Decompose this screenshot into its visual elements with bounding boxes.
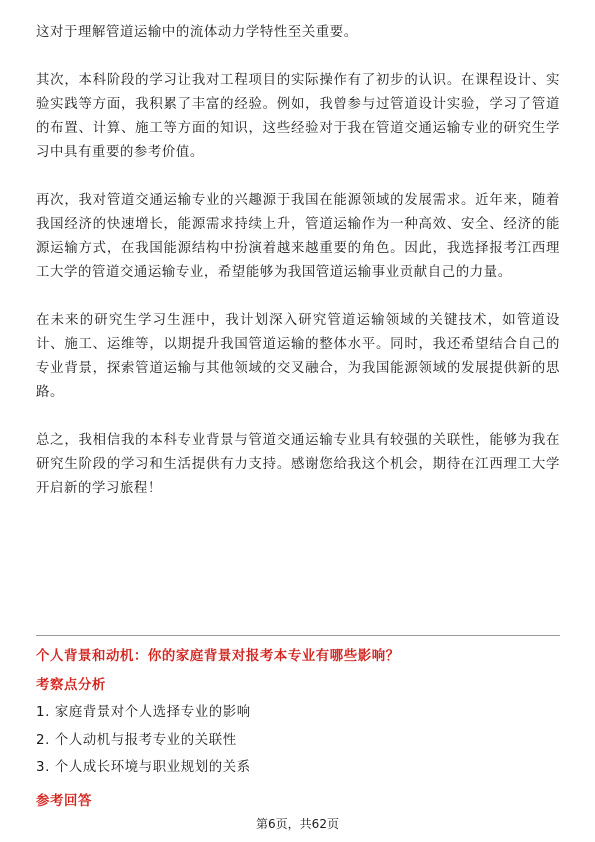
paragraph-1: 这对于理解管道运输中的流体动力学特性至关重要。 (36, 25, 358, 40)
answer-heading: 参考回答 (36, 794, 92, 809)
body-text (36, 21, 560, 501)
question-title: 个人背景和动机：你的家庭背景对报考本专业有哪些影响？ (36, 649, 400, 664)
analysis-point: 3. 个人成长环境与职业规划的关系 (36, 760, 251, 775)
paragraph-3: 再次，我对管道交通运输专业的兴趣源于我国在能源领域的发展需求。近年来，随着我国经济的快速增长，能源需求持续上升，管道运输作为一种高效、安全、经济的能源运输方式，在我国能源结构中扮演着越来越重要的角色。因此，我选择报考江西理工大学的管道交通运输专业，希望能够为我国管道运输事业贡献自己的力量。 (36, 193, 560, 280)
section-divider (36, 635, 560, 636)
page-number: 第6页，共62页 (256, 817, 339, 831)
analysis-point: 2. 个人动机与报考专业的关联性 (36, 732, 237, 748)
analysis-point: 1. 家庭背景对个人选择专业的影响 (36, 705, 251, 720)
analysis-points-list (36, 703, 560, 786)
paragraph-5: 总之，我相信我的本科专业背景与管道交通运输专业具有较强的关联性，能够为我在研究生阶段的学习和生活提供有力支持。感谢您给我这个机会，期待在江西理工大学开启新的学习旅程！ (36, 433, 560, 496)
analysis-heading: 考察点分析 (36, 678, 106, 693)
paragraph-2: 其次，本科阶段的学习让我对工程项目的实际操作有了初步的认识。在课程设计、实验实践等方面，我积累了丰富的经验。例如，我曾参与过管道设计实验，学习了管道的布置、计算、施工等方面的知识，这些经验对于我在管道交通运输专业的研究生学习中具有重要的参考价值。 (36, 73, 560, 160)
paragraph-4: 在未来的研究生学习生涯中，我计划深入研究管道运输领域的关键技术，如管道设计、施工、运维等，以期提升我国管道运输的整体水平。同时，我还希望结合自己的专业背景，探索管道运输与其他领域的交叉融合，为我国能源领域的发展提供新的思路。 (36, 313, 560, 400)
